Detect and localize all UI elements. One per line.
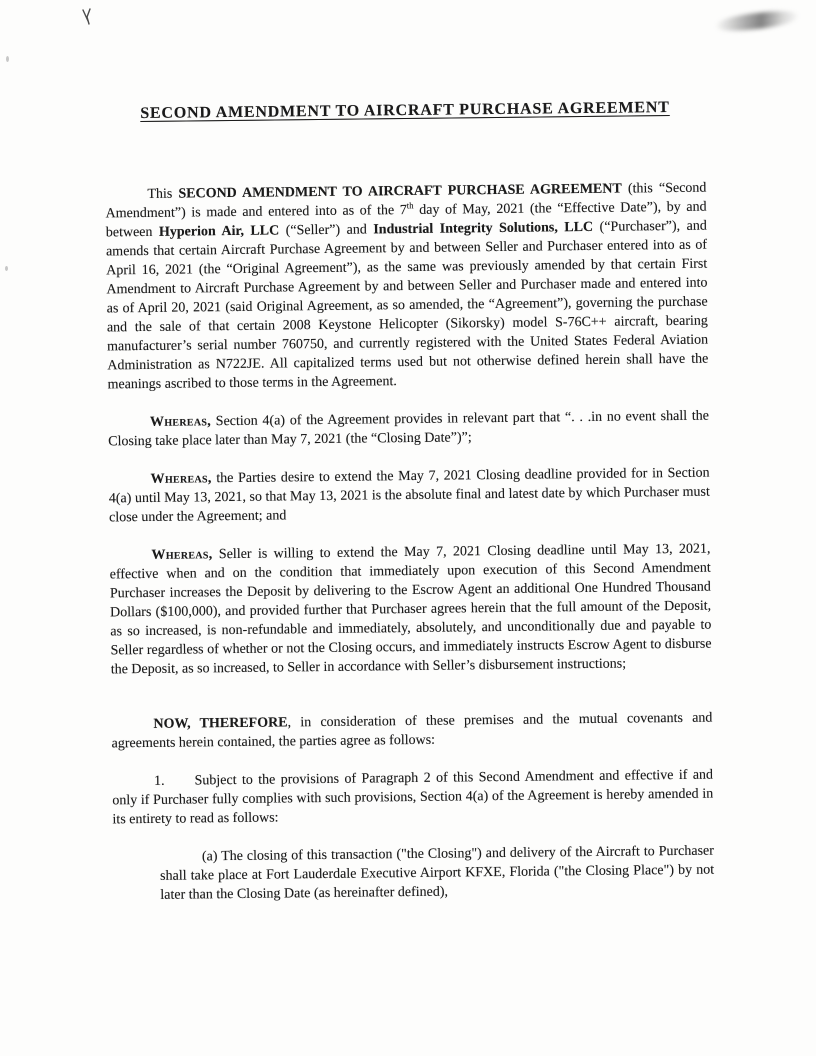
pen-mark-icon (80, 8, 96, 30)
paragraph (111, 692, 713, 754)
paragraph (105, 179, 708, 395)
text-segment: day of May, 2021 (the “Effective Date”), by and between (105, 199, 707, 241)
text-segment: Hyperion Air, LLC (158, 223, 280, 240)
text-segment: (a) The closing of this transaction ("the Closing") and delivery of the Aircraft to Purchaser shall take place at Fort Lauderdale Executive Airport KFXE, Florida ("the Closing Place") by not later than the Closing Date (as hereinafter defined), (160, 843, 715, 903)
paragraph (160, 842, 715, 905)
text-segment: (this “Second Amendment”) is made and entered into as of the 7 (105, 180, 707, 222)
document-body (105, 179, 714, 906)
text-segment: NOW, THEREFORE (153, 715, 288, 732)
text-segment: , in consideration of these premises and the mutual covenants and agreements herein contained, the parties agree as follows: (111, 710, 713, 752)
text-segment: (“Seller”) and (279, 222, 374, 239)
paragraph (109, 464, 711, 528)
text-segment: Whereas, (150, 471, 212, 487)
paragraph (108, 407, 709, 452)
text-segment: This (147, 186, 179, 202)
text-segment: Whereas, (149, 414, 212, 430)
text-segment: Industrial Integrity Solutions, LLC (373, 219, 594, 238)
paragraph (112, 766, 714, 830)
text-segment: Section 4(a) of the Agreement provides in relevant part that “. . .in no event shall the Closing take place later than May 7, 2021 (the “Closing Date”)”; (108, 408, 710, 450)
text-segment: the Parties desire to extend the May 7, 2021 Closing deadline provided for in Section 4(a) until May 13, 2021, so that May 13, 2021 is the absolute final and latest date by which Purchaser must close under the Agreement; and (108, 465, 710, 526)
toner-speck (6, 56, 9, 62)
text-segment: 1. (153, 773, 165, 789)
text-segment: Seller is willing to extend the May 7, 2021 Closing deadline until May 13, 2021, effective when and on the condition that immediately upon execution of this Second Amendment Purchaser increases the Deposit by delivering to the Escrow Agent an additional One Hundred Thousand Dollars ($100,000), and provided further that Purchaser agrees herein that the full amount of the Deposit, as so increased, is non-refundable and immediately, absolutely, and unconditionally due and payable to Seller regardless of whether or not the Closing occurs, and immediately instructs Escrow Agent to disburse the Deposit, as so increased, to Seller in accordance with Seller’s disbursement instructions; (109, 541, 712, 678)
paragraph (109, 540, 711, 680)
text-segment: th (406, 200, 414, 211)
text-segment: SECOND AMENDMENT TO AIRCRAFT PURCHASE AGREEMENT (178, 181, 622, 202)
text-segment: Whereas, (151, 547, 213, 563)
toner-speck (5, 266, 8, 271)
text-segment: Subject to the provisions of Paragraph 2 of this Second Amendment and effective if and only if Purchaser fully complies with such provisions, Section 4(a) of the Agreement is hereby amended in its entirety to read as follows: (112, 767, 714, 828)
document-title: SECOND AMENDMENT TO AIRCRAFT PURCHASE AGREEMENT (140, 99, 670, 123)
text-segment: (“Purchaser”), and amends that certain Aircraft Purchase Agreement by and between Seller and Purchaser entered into as of April 16, 2021 (the “Original Agreement”), as the same was previously amended by that certain First Amendment to Aircraft Purchase Agreement by and between Seller and Purchaser made and entered into as of April 20, 2021 (said Original Agreement, as so amended, the “Agreement”), governing the purchase and the sale of that certain 2008 Keystone Helicopter (Sikorsky) model S-76C++ aircraft, bearing manufacturer’s serial number 760750, and currently registered with the United States Federal Aviation Administration as N722JE. All capitalized terms used but not otherwise defined herein shall have the meanings ascribed to those terms in the Agreement. (105, 218, 709, 393)
scan-smudge (715, 9, 798, 33)
document-content (104, 99, 714, 906)
